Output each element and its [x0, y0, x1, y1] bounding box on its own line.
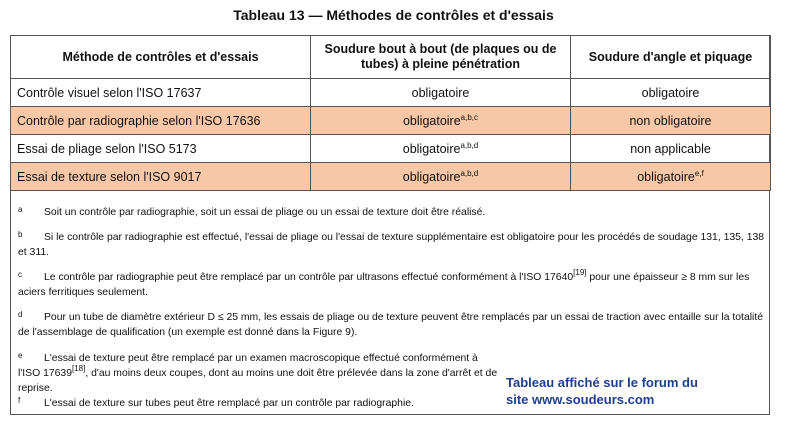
row-method: Contrôle par radiographie selon l'ISO 17636 [11, 107, 311, 135]
footnote-c [18, 270, 766, 300]
footnote-letter: d [18, 310, 23, 319]
footnote-letter: f [18, 396, 21, 405]
header-row [11, 36, 771, 79]
row-method: Contrôle visuel selon l'ISO 17637 [11, 79, 311, 107]
watermark-line-1: Tableau affiché sur le forum du [506, 375, 698, 390]
footnote-letter: b [18, 230, 23, 239]
header-fillet-weld: Soudure d'angle et piquage [571, 36, 771, 79]
row-butt: obligatoire$^{a,b,c}$ [311, 107, 571, 135]
footnote-text: Pour un tube de diamètre extérieur D ≤ 25 mm, les essais de pliage ou de texture peuvent être remplacés par un essai de traction avec entaille sur la totalité de l'assemblage de qualification (un exemple est donné dans la Figure 9). [18, 312, 764, 338]
row-fillet: non obligatoire [571, 107, 771, 135]
footnote-a [18, 205, 766, 220]
footnote-text: Soit un contrôle par radiographie, soit un essai de pliage ou un essai de texture doit être réalisé. [44, 207, 486, 218]
footnote-letter: e [18, 351, 23, 360]
forum-watermark [506, 374, 746, 408]
footnote-text: Si le contrôle par radiographie est effectué, l'essai de pliage ou l'essai de texture supplémentaire est obligatoire pour les procédés de soudage 131, 135, 138 et 311. [18, 232, 765, 258]
footnote-e [18, 351, 498, 396]
footnote-text: L'essai de texture peut être remplacé par un examen macroscopique effectué conformément à l'ISO 17639[18], d'au moins deux coupes, dont au moins une doit être prélevée dans la zone d'arrêt et de reprise. [18, 353, 498, 394]
table-row [11, 107, 771, 135]
footnote-f [18, 396, 498, 411]
table-row [11, 135, 771, 163]
row-fillet: non applicable [571, 135, 771, 163]
header-method: Méthode de contrôles et d'essais [11, 36, 311, 79]
footnote-letter: c [18, 270, 22, 279]
row-method: Essai de texture selon l'ISO 9017 [11, 163, 311, 191]
footnote-b [18, 230, 766, 260]
table-row [11, 79, 771, 107]
footnote-text: L'essai de texture sur tubes peut être remplacé par un contrôle par radiographie. [44, 398, 414, 409]
table-row [11, 163, 771, 191]
watermark-line-2: site www.soudeurs.com [506, 392, 655, 407]
header-butt-weld: Soudure bout à bout (de plaques ou de tubes) à pleine pénétration [311, 36, 571, 79]
footnote-d [18, 310, 766, 340]
methods-table [10, 35, 771, 191]
footnote-text: Le contrôle par radiographie peut être remplacé par un contrôle par ultrasons effectué conformément à l'ISO 17640[19] pour une épaisseur ≥ 8 mm sur les aciers ferritiques seulement. [18, 268, 750, 298]
row-fillet: obligatoire$^{e,f}$ [571, 163, 771, 191]
footnote-letter: a [18, 205, 23, 214]
row-fillet: obligatoire [571, 79, 771, 107]
row-butt: obligatoire$^{a,b,d}$ [311, 163, 571, 191]
table-title: Tableau 13 — Méthodes de contrôles et d'essais [233, 7, 554, 23]
row-butt: obligatoire$^{a,b,d}$ [311, 135, 571, 163]
row-method: Essai de pliage selon l'ISO 5173 [11, 135, 311, 163]
row-butt: obligatoire [311, 79, 571, 107]
